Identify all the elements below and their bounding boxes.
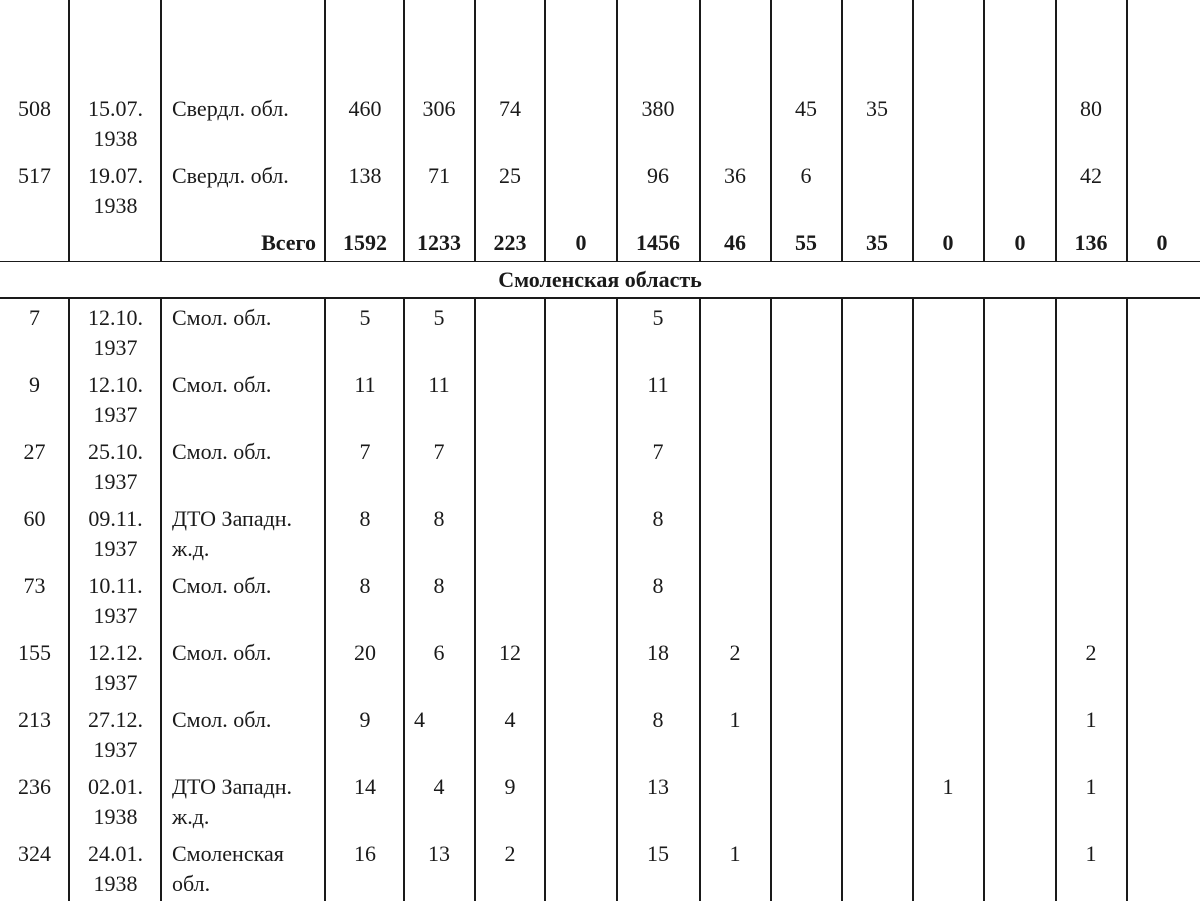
row-date: 12.12.: [88, 640, 143, 665]
row-value: 7: [359, 439, 371, 464]
row-value: 8: [433, 573, 445, 598]
row-value: 4: [414, 707, 425, 732]
row-organization: Смол. обл.: [172, 573, 272, 598]
row-value: 9: [359, 707, 371, 732]
row-date: 24.01.: [88, 841, 143, 866]
section-rule-bottom: [0, 297, 1200, 299]
row-organization: Свердл. обл.: [172, 163, 289, 188]
row-number: 508: [18, 96, 51, 121]
row-date: 27.12.: [88, 707, 143, 732]
row-date: 1937: [93, 670, 138, 695]
row-value: 5: [433, 305, 445, 330]
row-organization: ДТО Западн.: [172, 506, 293, 531]
column-rule: [770, 0, 772, 901]
total-value: 1456: [636, 230, 680, 255]
row-value: 8: [652, 506, 664, 531]
total-value: 35: [866, 230, 888, 255]
row-date: 1937: [93, 536, 138, 561]
total-value: 0: [1156, 230, 1168, 255]
row-value: 1: [1085, 841, 1097, 866]
row-value: 2: [1085, 640, 1097, 665]
row-value: 36: [724, 163, 746, 188]
total-value: 0: [942, 230, 954, 255]
row-value: 1: [729, 841, 741, 866]
total-value: 0: [575, 230, 587, 255]
row-number: 9: [29, 372, 40, 397]
row-date: 09.11.: [88, 506, 143, 531]
row-value: 25: [499, 163, 521, 188]
row-value: 14: [354, 774, 376, 799]
row-value: 4: [504, 707, 516, 732]
row-value: 7: [652, 439, 664, 464]
row-organization: ж.д.: [172, 804, 210, 829]
row-organization: Смол. обл.: [172, 707, 272, 732]
row-number: 517: [18, 163, 51, 188]
column-rule: [983, 0, 985, 901]
row-organization: Смол. обл.: [172, 439, 272, 464]
row-value: 1: [1085, 774, 1097, 799]
row-date: 1937: [93, 469, 138, 494]
row-value: 2: [504, 841, 516, 866]
column-rule: [841, 0, 843, 901]
row-value: 5: [359, 305, 371, 330]
row-date: 1938: [93, 193, 138, 218]
row-date: 1938: [93, 871, 138, 896]
row-value: 71: [428, 163, 450, 188]
row-organization: ж.д.: [172, 536, 210, 561]
row-number: 213: [18, 707, 51, 732]
row-date: 1937: [93, 737, 138, 762]
row-date: 12.10.: [88, 372, 143, 397]
column-rule: [912, 0, 914, 901]
row-date: 1938: [93, 804, 138, 829]
row-date: 10.11.: [88, 573, 143, 598]
row-value: 74: [499, 96, 521, 121]
row-value: 45: [795, 96, 817, 121]
row-value: 13: [647, 774, 669, 799]
row-organization: Смол. обл.: [172, 305, 272, 330]
row-number: 27: [23, 439, 46, 464]
row-organization: ДТО Западн.: [172, 774, 293, 799]
row-value: 5: [652, 305, 664, 330]
row-value: 460: [348, 96, 382, 121]
total-value: 223: [493, 230, 527, 255]
row-number: 324: [18, 841, 51, 866]
row-value: 13: [428, 841, 450, 866]
total-value: 136: [1074, 230, 1108, 255]
row-value: 2: [729, 640, 741, 665]
row-value: 18: [647, 640, 669, 665]
row-value: 8: [433, 506, 445, 531]
row-value: 6: [800, 163, 812, 188]
row-value: 1: [729, 707, 741, 732]
row-date: 12.10.: [88, 305, 143, 330]
row-date: 02.01.: [88, 774, 143, 799]
row-value: 1: [942, 774, 954, 799]
row-organization: Свердл. обл.: [172, 96, 289, 121]
row-value: 11: [428, 372, 450, 397]
row-organization: Смоленская: [172, 841, 284, 866]
column-rule: [1055, 0, 1057, 901]
row-date: 15.07.: [88, 96, 143, 121]
row-date: 1938: [93, 126, 138, 151]
row-number: 60: [23, 506, 46, 531]
row-value: 42: [1080, 163, 1102, 188]
row-value: 16: [354, 841, 376, 866]
row-date: 1937: [93, 603, 138, 628]
row-value: 306: [422, 96, 456, 121]
row-organization: обл.: [172, 871, 211, 896]
column-rule: [1126, 0, 1128, 901]
row-organization: Смол. обл.: [172, 640, 272, 665]
row-organization: Смол. обл.: [172, 372, 272, 397]
row-date: 25.10.: [88, 439, 143, 464]
row-value: 11: [354, 372, 376, 397]
row-date: 19.07.: [88, 163, 143, 188]
row-date: 1937: [93, 335, 138, 360]
row-value: 15: [647, 841, 669, 866]
column-rule: [544, 0, 546, 901]
row-date: 1937: [93, 402, 138, 427]
total-label: Всего: [261, 230, 316, 255]
row-value: 35: [866, 96, 888, 121]
row-value: 7: [433, 439, 445, 464]
total-value: 1233: [417, 230, 461, 255]
total-value: 0: [1014, 230, 1026, 255]
row-number: 155: [18, 640, 51, 665]
row-number: 7: [29, 305, 40, 330]
section-title: Смоленская область: [0, 262, 1200, 298]
row-value: 8: [359, 506, 371, 531]
row-value: 1: [1085, 707, 1097, 732]
row-value: 8: [652, 707, 664, 732]
row-value: 8: [359, 573, 371, 598]
row-value: 6: [433, 640, 445, 665]
row-value: 12: [499, 640, 521, 665]
row-value: 20: [354, 640, 376, 665]
row-number: 236: [18, 774, 51, 799]
row-value: 11: [647, 372, 669, 397]
row-value: 80: [1080, 96, 1102, 121]
row-value: 9: [504, 774, 516, 799]
total-value: 46: [724, 230, 746, 255]
row-value: 96: [647, 163, 669, 188]
total-value: 55: [795, 230, 817, 255]
row-number: 73: [23, 573, 46, 598]
row-value: 8: [652, 573, 664, 598]
row-value: 380: [641, 96, 675, 121]
row-value: 138: [348, 163, 382, 188]
total-value: 1592: [343, 230, 387, 255]
column-rule: [699, 0, 701, 901]
row-value: 4: [433, 774, 445, 799]
